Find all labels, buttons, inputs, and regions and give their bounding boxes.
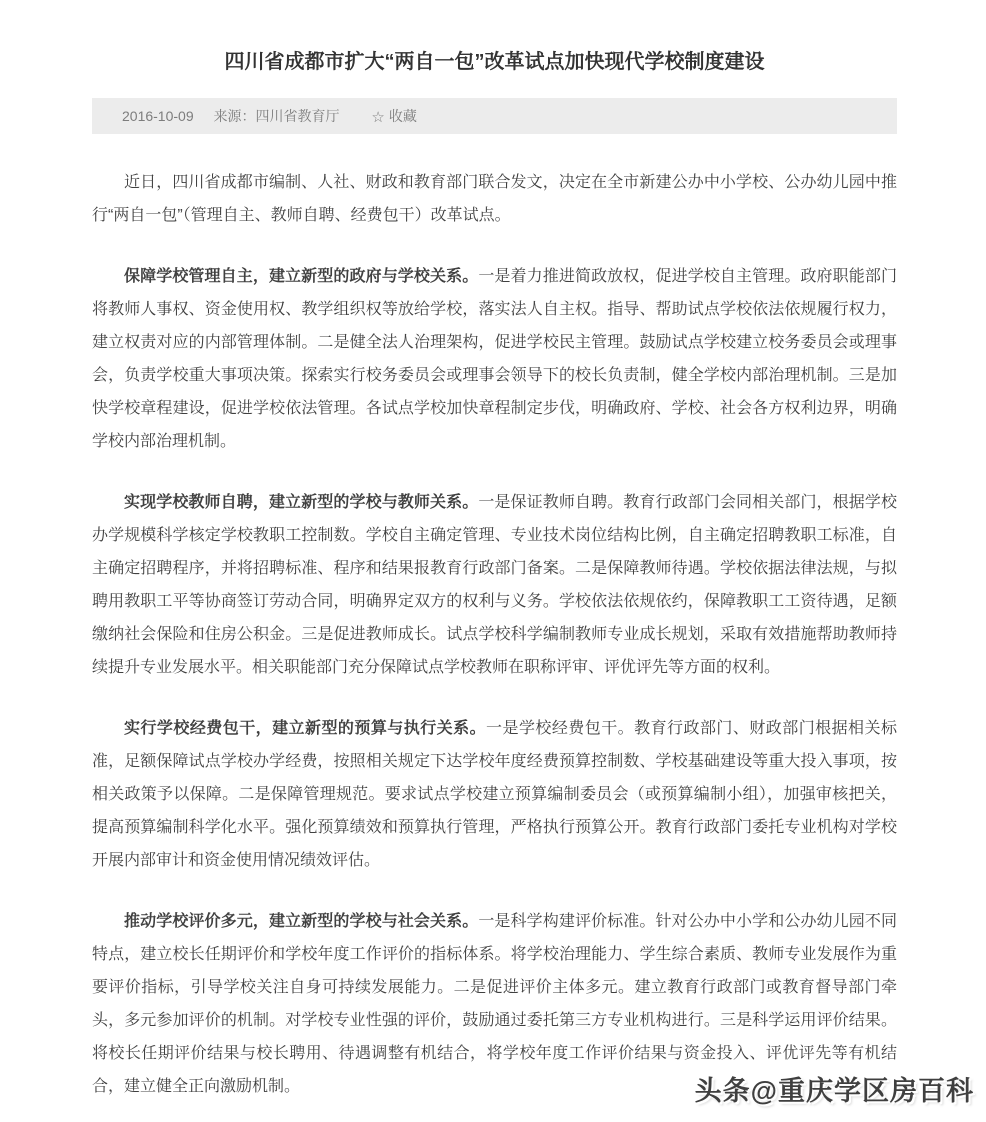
paragraph-management [92, 260, 897, 458]
paragraph-lead: 实现学校教师自聘，建立新型的学校与教师关系。 [124, 494, 479, 511]
paragraph-text: 一是保证教师自聘。教育行政部门会同相关部门，根据学校办学规模科学核定学校教职工控制数。学校自主确定管理、专业技术岗位结构比例，自主确定招聘教职工标准，自主确定招聘程序，并将招聘标准、程序和结果报教育行政部门备案。二是保障教师待遇。学校依据法律法规，与拟聘用教职工平等协商签订劳动合同，明确界定双方的权利与义务。学校依法依规依约，保障教职工工资待遇，足额缴纳社会保险和住房公积金。三是促进教师成长。试点学校科学编制教师专业成长规划，采取有效措施帮助教师持续提升专业发展水平。相关职能部门充分保障试点学校教师在职称评审、评优评先等方面的权利。 [92, 494, 897, 676]
publish-date: 2016-10-09 [122, 108, 194, 124]
favorite-label: 收藏 [388, 108, 417, 124]
paragraph-lead: 保障学校管理自主，建立新型的政府与学校关系。 [124, 268, 479, 285]
source-label: 来源：四川省教育厅 [213, 108, 340, 124]
paragraph-lead: 推动学校评价多元，建立新型的学校与社会关系。 [124, 913, 479, 930]
paragraph-text: 一是科学构建评价标准。针对公办中小学和公办幼儿园不同特点，建立校长任期评价和学校年度工作评价的指标体系。将学校治理能力、学生综合素质、教师专业发展作为重要评价指标，引导学校关注自身可持续发展能力。二是促进评价主体多元。建立教育行政部门或教育督导部门牵头，多元参加评价的机制。对学校专业性强的评价，鼓励通过委托第三方专业机构进行。三是科学运用评价结果。将校长任期评价结果与校长聘用、待遇调整有机结合，将学校年度工作评价结果与资金投入、评优评先等有机结合，建立健全正向激励机制。 [92, 913, 897, 1095]
article-content [92, 0, 897, 1122]
toutiao-watermark: 头条@重庆学区房百科 [694, 1076, 974, 1106]
paragraph-budget [92, 712, 897, 877]
paragraph-text: 一是着力推进简政放权，促进学校自主管理。政府职能部门将教师人事权、资金使用权、教学组织权等放给学校，落实法人自主权。指导、帮助试点学校依法依规履行权力，建立权责对应的内部管理体制。二是健全法人治理架构，促进学校民主管理。鼓励试点学校建立校务委员会或理事会，负责学校重大事项决策。探索实行校务委员会或理事会领导下的校长负责制，健全学校内部治理机制。三是加快学校章程建设，促进学校依法管理。各试点学校加快章程制定步伐，明确政府、学校、社会各方权利边界，明确学校内部治理机制。 [92, 268, 897, 450]
meta-bar [92, 98, 897, 134]
star-outline-icon: ☆ [371, 109, 385, 126]
paragraph-text: 近日，四川省成都市编制、人社、财政和教育部门联合发文，决定在全市新建公办中小学校、公办幼儿园中推行“两自一包”（管理自主、教师自聘、经费包干）改革试点。 [92, 174, 897, 224]
paragraph-teachers [92, 486, 897, 684]
paragraph-intro [92, 166, 897, 232]
paragraph-lead: 实行学校经费包干，建立新型的预算与执行关系。 [124, 720, 487, 737]
favorite-button[interactable] [371, 98, 416, 135]
page-title: 四川省成都市扩大“两自一包”改革试点加快现代学校制度建设 [224, 51, 765, 73]
paragraph-text: 一是学校经费包干。教育行政部门、财政部门根据相关标准，足额保障试点学校办学经费，按照相关规定下达学校年度经费预算控制数、学校基础建设等重大投入事项，按相关政策予以保障。二是保障管理规范。要求试点学校建立预算编制委员会（或预算编制小组），加强审核把关，提高预算编制科学化水平。强化预算绩效和预算执行管理，严格执行预算公开。教育行政部门委托专业机构对学校开展内部审计和资金使用情况绩效评估。 [92, 720, 897, 869]
article-body [92, 166, 897, 1103]
